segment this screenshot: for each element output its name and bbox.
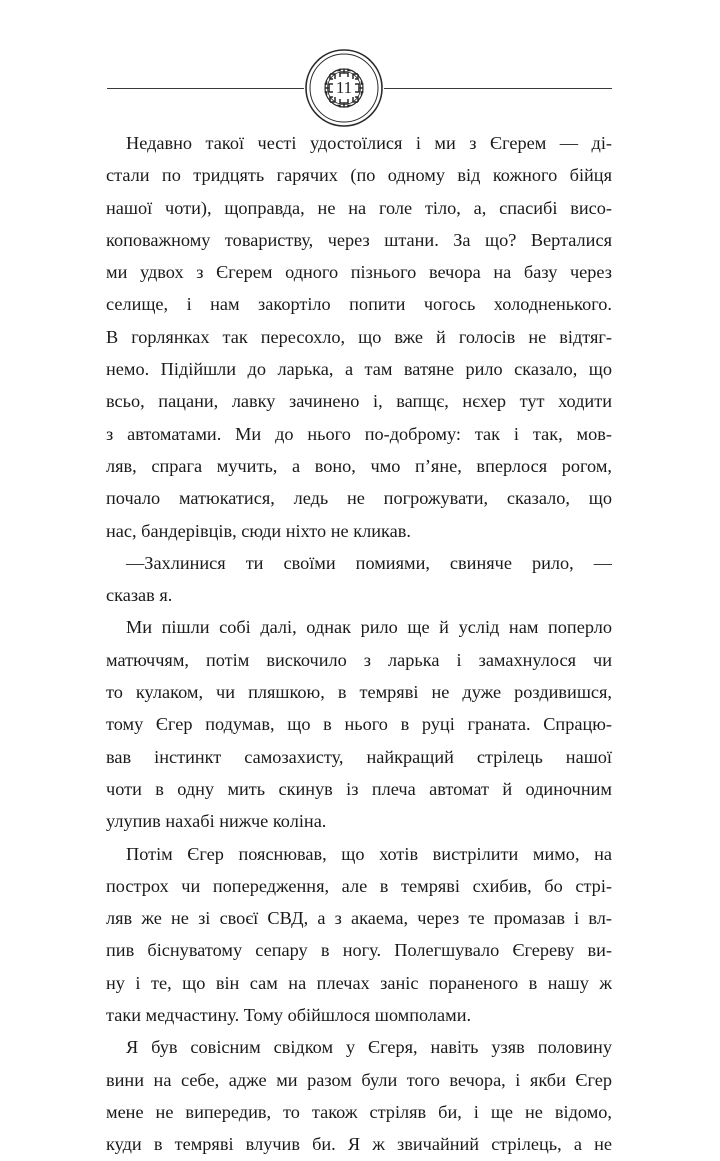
text-line: матюччям, потім вискочило з ларька і замахнулося чи [106, 649, 612, 670]
text-line: сказав я. [106, 585, 173, 606]
text-line: куди в темряві влучив би. Я ж звичайний стрілець, а не [106, 1134, 612, 1155]
text-line: мене не випередив, то також стріляв би, і ще не відомо, [106, 1101, 612, 1122]
text-line: построх чи попередження, але в темряві схибив, бо стрі- [106, 875, 612, 896]
text-line: стали по тридцять гарячих (по одному від кожного бійця [106, 165, 612, 186]
text-line: Я був совісним свідком у Єгеря, навіть узяв половину [126, 1037, 612, 1058]
text-line: з автоматами. Ми до нього по-доброму: так і так, мов- [106, 423, 612, 444]
text-line: таки медчастину. Тому обійшлося шомполами. [106, 1005, 472, 1026]
text-line: Ми пішли собі далі, однак рило ще й услід нам поперло [126, 617, 612, 638]
text-line: пив біснуватому сепару в ногу. Полегшувало Єгереву ви- [106, 940, 612, 961]
text-line: улупив нахабі нижче коліна. [106, 811, 327, 832]
text-line: —Захлинися ти своїми помиями, свиняче рило, — [126, 552, 612, 573]
text-line: почало матюкатися, ледь не погрожувати, сказало, що [106, 488, 612, 509]
text-line: ми удвох з Єгерем одного пізнього вечора на базу через [106, 262, 612, 283]
text-line: то кулаком, чи пляшкою, в темряві не дуже роздивишся, [106, 682, 612, 703]
text-line: Недавно такої честі удостоїлися і ми з Єгерем — ді- [126, 133, 612, 153]
text-line: нас, бандерівців, сюди ніхто не кликав. [106, 520, 411, 541]
header-rule-right [384, 88, 612, 89]
body-text [106, 127, 612, 1161]
text-line: ляв, спрага мучить, а воно, чмо п’яне, вперлося рогом, [106, 455, 612, 476]
text-line: чоти в одну мить скинув із плеча автомат й одиночним [106, 778, 612, 799]
text-line: нашої чоти), щоправда, не на голе тіло, а, спасибі висо- [106, 197, 612, 218]
text-line: ляв же не зі своєї СВД, а з акаема, через те промазав і вл- [106, 908, 612, 929]
text-line: всьо, пацани, лавку зачинено і, вапщє, нєхер тут ходити [106, 391, 612, 412]
text-line: Потім Єгер пояснював, що хотів вистрілити мимо, на [126, 843, 612, 864]
text-line: немо. Підійшли до ларька, а там ватяне рило сказало, що [106, 359, 612, 380]
text-line: вини на себе, адже ми разом були того вечора, і якби Єгер [106, 1069, 612, 1090]
page-number: 11 [335, 78, 353, 97]
text-line: ну і те, що він сам на плечах заніс пораненого в нашу ж [106, 972, 612, 993]
text-line: коповажному товариству, через штани. За що? Верталися [106, 229, 612, 250]
text-line: тому Єгер подумав, що в нього в руці граната. Спрацю- [106, 714, 612, 735]
text-line: В горлянках так пересохло, що вже й голосів не відтяг- [106, 326, 612, 347]
text-line: вав інстинкт самозахисту, найкращий стрілець нашої [106, 746, 612, 767]
header-rule-left [107, 88, 304, 89]
text-line: селище, і нам закортіло попити чогось холодненького. [106, 294, 612, 315]
